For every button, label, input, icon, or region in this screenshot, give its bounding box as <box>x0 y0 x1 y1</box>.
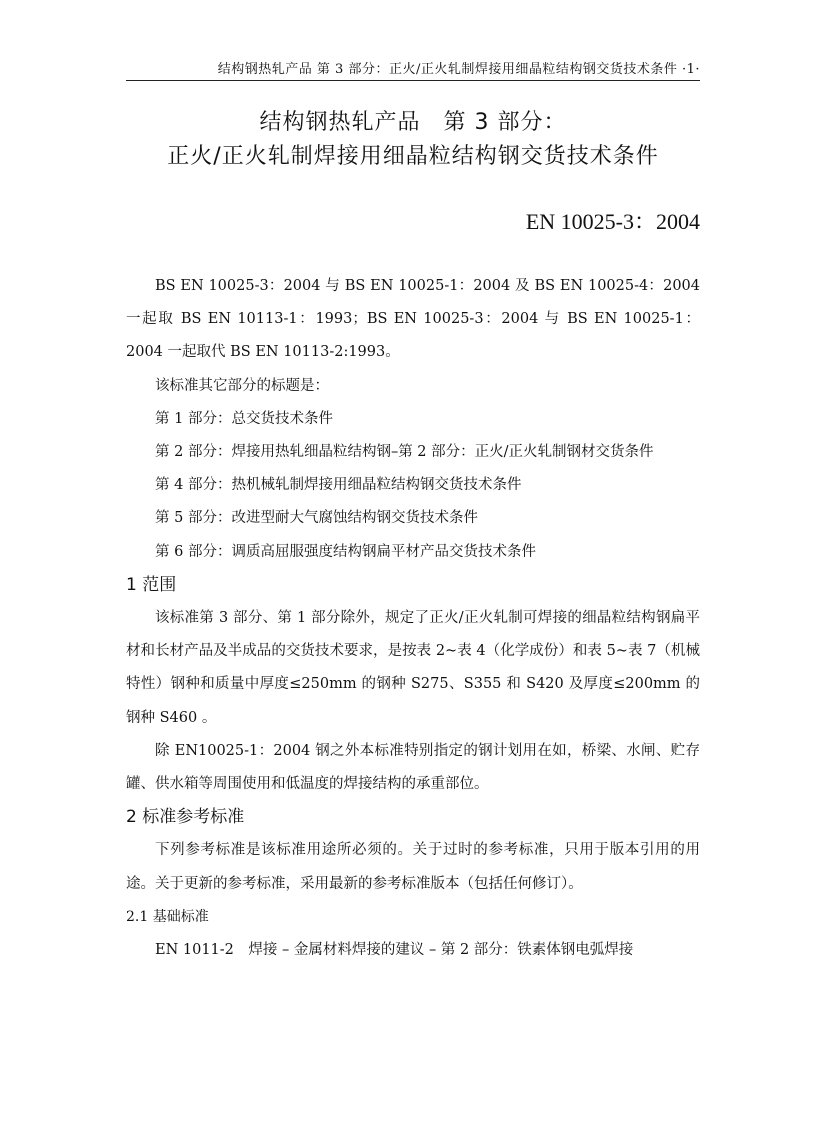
part-2-item: 第 2 部分：焊接用热轧细晶粒结构钢–第 2 部分：正火/正火轧制钢材交货条件 <box>155 444 654 461</box>
reference-entry-en1011-2: EN 1011-2 焊接 – 金属材料焊接的建议 – 第 2 部分：铁素体钢电弧焊接 <box>155 942 634 959</box>
running-header: 结构钢热轧产品 第 3 部分：正火/正火轧制焊接用细晶粒结构钢交货技术条件 ·1· <box>126 58 700 81</box>
document-title-line-2: 正火/正火轧制焊接用细晶粒结构钢交货技术条件 <box>167 144 659 169</box>
supersede-paragraph: BS EN 10025-3：2004 与 BS EN 10025-1：2004 及 BS EN 10025-4：2004 一起取 BS EN 10113-1：1993；BS EN 10025-3：2004 与 BS EN 10025-1：2004 一起取代 BS EN 10113-2:1993。 <box>126 278 700 361</box>
part-6-item: 第 6 部分：调质高屈服强度结构钢扁平材产品交货技术条件 <box>155 543 536 560</box>
parts-heading: 该标准其它部分的标题是： <box>155 377 329 394</box>
scope-paragraph-2: 除 EN10025-1：2004 钢之外本标准特别指定的钢计划用在如，桥梁、水闸、贮存罐、供水箱等周围使用和低温度的焊接结构的承重部位。 <box>126 742 700 793</box>
part-1-item: 第 1 部分：总交货技术条件 <box>155 410 333 427</box>
part-4-item: 第 4 部分：热机械轧制焊接用细晶粒结构钢交货技术条件 <box>155 477 522 494</box>
document-title-line-1: 结构钢热轧产品 第 3 部分： <box>259 110 567 135</box>
section-heading-scope: 1 范围 <box>126 574 177 595</box>
part-5-item: 第 5 部分：改进型耐大气腐蚀结构钢交货技术条件 <box>155 510 478 527</box>
standard-code: EN 10025-3：2004 <box>525 209 700 234</box>
document-body <box>126 270 700 967</box>
subsection-heading-basic-standards: 2.1 基础标准 <box>126 908 209 925</box>
references-paragraph: 下列参考标准是该标准用途所必须的。关于过时的参考标准，只用于版本引用的用途。关于更新的参考标准，采用最新的参考标准版本（包括任何修订）。 <box>126 842 700 892</box>
section-heading-references: 2 标准参考标准 <box>126 807 245 828</box>
scope-paragraph-1: 该标准第 3 部分、第 1 部分除外，规定了正火/正火轧制可焊接的细晶粒结构钢扁平材和长材产品及半成品的交货技术要求，是按表 2~表 4（化学成份）和表 5~表 7（机械特性）钢种和质量中厚度≤250mm 的钢种 S275、S355 和 S420 及厚度≤200mm 的钢种 S460 。 <box>126 610 700 726</box>
